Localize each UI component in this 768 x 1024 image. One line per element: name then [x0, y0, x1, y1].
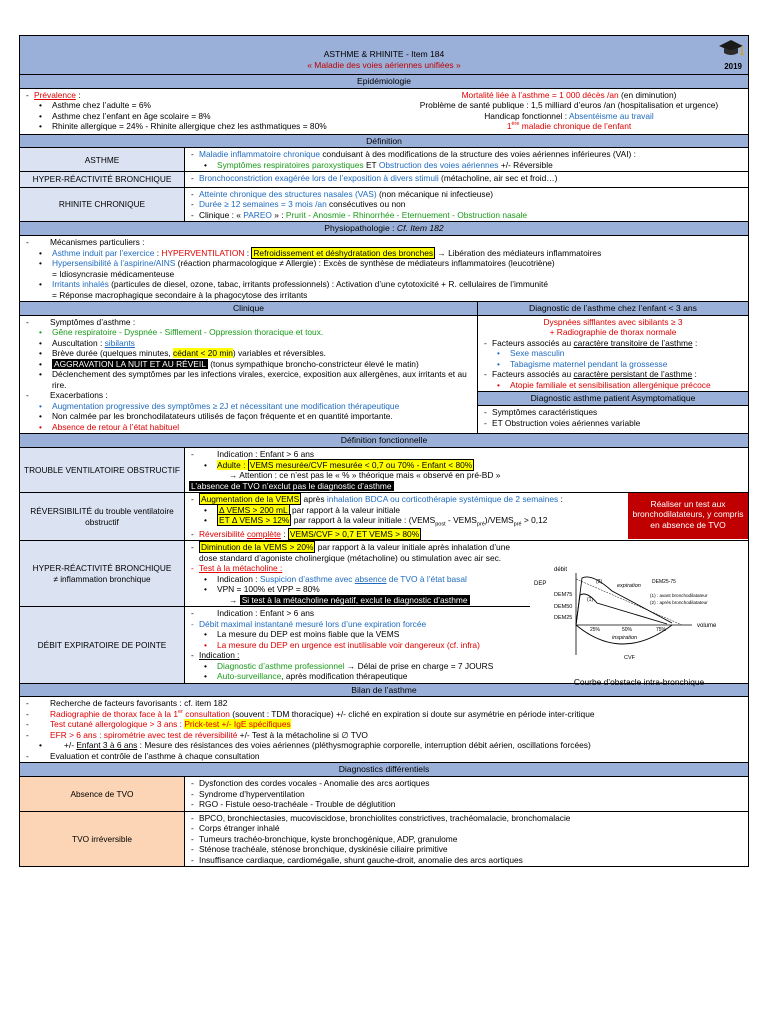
- fig-dem2575: DEM25-75: [652, 579, 676, 586]
- clinique-block: [20, 302, 748, 434]
- bilan-3a: Test cutané allergologique > 3 ans :: [50, 719, 185, 730]
- phys-e2a: Hypersensibilité à l’aspirine/AINS: [52, 258, 176, 269]
- physio-title: Physiopathologie :: [324, 223, 397, 234]
- rev-3s1: post: [435, 521, 446, 528]
- hrb2-1b: par rapport à la valeur initiale après inhalation d’une dose standard d’agoniste cholinergique (métacholine) ou stimulation avec air sec.: [199, 542, 511, 563]
- def-rhinite-row: [20, 188, 748, 223]
- symp-3b: cédant < 20 min: [173, 348, 233, 359]
- section-bilan: Bilan de l’asthme: [20, 684, 748, 698]
- asthme-def-1b: conduisant à des modifications de la structure des voies aériennes inférieures (VAI) :: [320, 149, 636, 160]
- curve-figure: [530, 541, 748, 688]
- diff-irr-label: TVO irréversible: [20, 812, 185, 867]
- fig-dep: DEP: [534, 581, 547, 588]
- diff-abs-row: [20, 777, 748, 812]
- enfant-r2: + Radiographie de thorax normale: [549, 327, 677, 338]
- fig-p75: 75%: [656, 627, 667, 634]
- rev-3d: )/VEMS: [484, 515, 514, 526]
- physio-ref: Cf. Item 182: [396, 223, 444, 234]
- symp-4b: (tonus sympathique broncho-constricteur élevé le matin): [207, 358, 419, 369]
- bilan-2a: Radiographie de thorax face à la 1: [50, 708, 179, 719]
- exacerbation-title: - Exacerbations :: [24, 390, 473, 401]
- dep-1: - Indication : Enfant > 6 ans: [189, 608, 526, 619]
- bilan-4b: +/- Test à la métacholine si ∅ TVO: [237, 729, 368, 740]
- def-asthme-row: [20, 148, 748, 172]
- fig-dem50: DEM50: [554, 604, 573, 611]
- rc-3c: » :: [271, 209, 286, 220]
- first-num: 1: [506, 121, 512, 132]
- public-health-cost: Problème de santé publique : 1,5 milliard d’euros /an (hospitalisation et urgence): [419, 100, 719, 111]
- clinique-col: [20, 302, 478, 433]
- enfant-f1a: Facteurs associés au: [492, 337, 574, 348]
- bilan-3b: Prick-test +/- IgE spécifiques: [184, 719, 291, 730]
- section-enfant: Diagnostic de l’asthme chez l’enfant < 3 ans: [478, 302, 748, 316]
- enfant-col: [478, 302, 748, 433]
- epi-item: • Asthme chez l’adulte = 6%: [24, 100, 390, 111]
- symp-5: • Déclenchement des symptômes par les infections virales, exercice, exposition aux allergènes, aux irritants et au rire.: [24, 369, 473, 390]
- enfant-f2a: Facteurs associés au: [492, 369, 574, 380]
- enfant-f1-item: • Sexe masculin: [482, 348, 744, 359]
- enfant-r1: Dyspnées sifflantes avec sibilants ≥ 3: [543, 316, 683, 327]
- dep-7a: Auto-surveillance: [217, 671, 282, 682]
- fig-leg1: (1) : avant bronchodilatateur: [650, 593, 708, 599]
- def-hrb-row: [20, 172, 748, 187]
- fig-dem75: DEM75: [554, 592, 573, 599]
- bilan-2b: consultation: [182, 708, 230, 719]
- phys-e1c: HYPERVENTILATION: [161, 247, 245, 258]
- hrb2-3d: de TVO à l’état basal: [386, 573, 467, 584]
- dep-6a: Diagnostic d’asthme professionnel: [217, 660, 345, 671]
- phys-e3c: = Réponse macrophagique secondaire à la phagocytose des irritants: [52, 289, 308, 300]
- hrb2-5: Si test à la métacholine négatif, exclut le diagnostic d’asthme: [241, 594, 468, 605]
- hrb-label: HYPER-RÉACTIVITÉ BRONCHIQUE: [20, 172, 185, 186]
- asthme-label: ASTHME: [20, 148, 185, 171]
- hrb2-label-1: HYPER-RÉACTIVITÉ BRONCHIQUE: [32, 563, 172, 574]
- bilan-5a: Enfant 3 à 6 ans: [76, 740, 138, 751]
- asthme-content: [185, 148, 748, 171]
- rev-3c: - VEMS: [445, 515, 477, 526]
- bilan-2s: er: [178, 709, 183, 716]
- asthme-def-2c: Obstruction des voies aériennes: [378, 159, 499, 170]
- first-text: maladie chronique de l’enfant: [519, 121, 632, 132]
- hrb2-label-2: ≠ inflammation bronchique: [53, 573, 151, 584]
- fig-p25: 25%: [590, 627, 601, 634]
- section-physiopathologie: [20, 222, 748, 236]
- diff-irr-row: [20, 812, 748, 867]
- tvo-1: - Indication : Enfant > 6 ans: [189, 449, 744, 460]
- hrb2-row: HYPER-RÉACTIVITÉ BRONCHIQUE ≠ inflammation bronchique - Diminution de la VEMS > 20% par rapport à la valeur initiale après inhalation d’une dose standard d’agoniste cholinergique (métacholine) ou stimulation avec air sec. - Test à la métacholine : • Indication : Suspicion d’asthme avec absence de TVO à l’état basal • VPN = 100% et VPP = 80% → Si test à la métacholine négatif, exclut le diagnostic d’asthme: [20, 541, 530, 607]
- hrb2-label: [20, 541, 185, 606]
- section-fonctionnelle: Définition fonctionnelle: [20, 434, 748, 448]
- symp-2b: sibilants: [104, 337, 135, 348]
- dep-5: - Indication :: [189, 650, 526, 661]
- physio-row: [20, 236, 748, 302]
- rev-4a: Réversibilité: [199, 528, 247, 539]
- epi-item: • Rhinite allergique = 24% - Rhinite allergique chez les asthmatiques = 80%: [24, 121, 390, 132]
- hrb2-3b: Suspicion d’asthme avec: [259, 573, 355, 584]
- page-title: ASTHME & RHINITE - Item 184: [323, 49, 445, 59]
- rev-4c: :: [280, 528, 288, 539]
- rc-2a: Durée ≥ 12 semaines = 3 mois /an: [199, 199, 327, 210]
- bilan-1: - Recherche de facteurs favorisants : cf. item 182: [24, 698, 744, 709]
- bilan-5b: : Mesure des résistances des voies aériennes (pléthysmographie corporelle, interruption débit aérien, oscillations forcées): [137, 740, 591, 751]
- enfant-f1b: caractère transitoire de l’asthme: [573, 337, 693, 348]
- rev-3s3: pré: [513, 521, 522, 528]
- rev-2b: par rapport à la valeur initiale: [289, 504, 401, 515]
- rev-3s2: pré: [476, 521, 485, 528]
- fig-c2: (2): [596, 579, 603, 586]
- hrb2-2: - Test à la métacholine :: [189, 563, 526, 574]
- phys-e1a: Asthme induit par l’exercice: [52, 247, 155, 258]
- dep-row: [20, 607, 530, 683]
- rev-label: RÉVERSIBILITÉ du trouble ventilatoire obstructif: [20, 493, 185, 540]
- epi-item: • Asthme chez l’enfant en âge scolaire = 8%: [24, 111, 390, 122]
- prevalence-label: Prévalence: [34, 89, 76, 100]
- diff-irr-item: - Insuffisance cardiaque, cardiomégalie, shunt gauche-droit, anomalie des arcs aortiques: [189, 855, 744, 866]
- tvo-4: L’absence de TVO n’exclut pas le diagnostic d’asthme: [191, 480, 392, 491]
- hrb-def-a: Bronchoconstriction exagérée lors de l’exposition à divers stimuli: [199, 173, 439, 184]
- rhinite-label: RHINITE CHRONIQUE: [20, 188, 185, 222]
- dep-label: DÉBIT EXPIRATOIRE DE POINTE: [20, 607, 185, 683]
- asthme-def-1a: Maladie inflammatoire chronique: [199, 149, 321, 160]
- phys-e3b: (particules de diesel, ozone, tabac, irritants professionnels) : Activation d’une cytotoxicité + R. cellulaires de l’immunité: [108, 279, 548, 290]
- fig-dem25: DEM25: [554, 615, 573, 622]
- hrb2-3c: absence: [354, 573, 387, 584]
- enfant-f1c: :: [692, 337, 698, 348]
- hrb2-3a: Indication :: [217, 573, 260, 584]
- rev-redbox: Réaliser un test aux bronchodilatateurs, y compris en absence de TVO: [628, 493, 748, 540]
- rev-1d: :: [558, 494, 563, 505]
- bilan-6: - Evaluation et contrôle de l’asthme à chaque consultation: [24, 751, 744, 762]
- rc-3b: PAREO: [243, 209, 272, 220]
- year-label: 2019: [724, 62, 742, 71]
- rev-2a: Δ VEMS > 200 mL: [219, 504, 288, 515]
- mortality: Mortalité liée à l’asthme = 1 000 décès /an: [461, 89, 619, 100]
- rev-3e: > 0,12: [521, 515, 548, 526]
- phys-e1b: :: [154, 247, 162, 258]
- dep-7b: , après modification thérapeutique: [281, 671, 408, 682]
- fig-expiration: expiration: [617, 583, 641, 590]
- rev-1b: après: [301, 494, 327, 505]
- hrb-dep-left: [20, 541, 530, 683]
- section-asymptomatique: Diagnostic asthme patient Asymptomatique: [478, 392, 748, 406]
- fig-leg2: (2) : après bronchodilatateur: [650, 600, 708, 606]
- page-subtitle: « Maladie des voies aériennes unifiées »: [307, 59, 461, 70]
- diff-abs-item: - RGO - Fistule oeso-trachéale - Trouble de déglutition: [189, 799, 744, 810]
- enfant-f2b: caractère persistant de l’asthme: [573, 369, 693, 380]
- rev-4b: complète: [246, 528, 281, 539]
- bilan-row: - Recherche de facteurs favorisants : cf. item 182 - Radiographie de thorax face à la 1er consultation (souvent : TDM thoracique) +/- cliché en expiration si doute sur asymétrie en période inter-critique - Test cutané allergologique > 3 ans : Prick-test +/- IgE spécifiques - EFR > 6 ans : spirométrie avec test de réversibilité +/- Test à la métacholine si ∅ TVO • +/- Enfant 3 à 6 ans : Mesure des résistances des voies aériennes (pléthysmographie corporelle, interruption débit aérien, oscillations forcées) - Evaluation et contrôle de l’asthme à chaque consultation: [20, 697, 748, 763]
- first-sup: ère: [511, 121, 520, 128]
- asthme-def-2b: ET: [363, 159, 379, 170]
- epi-row: [20, 89, 748, 135]
- symp-1: • Gêne respiratoire - Dyspnée - Sifflement - Oppression thoracique et toux.: [24, 327, 473, 338]
- tvo-3: Attention : ce n’est pas le « % » théorique mais « observé en pré-BD »: [239, 470, 501, 481]
- exa-1: • Augmentation progressive des symptômes ≥ 2J et nécessitant une modification thérapeutique: [24, 401, 473, 412]
- rev-3a: ET Δ VEMS > 12%: [219, 515, 290, 526]
- diff-abs-item: - Syndrome d’hyperventilation: [189, 789, 744, 800]
- hrb-def-b: (métacholine, air sec et froid…): [438, 173, 558, 184]
- symp-title: - Symptômes d’asthme :: [24, 317, 473, 328]
- symp-2a: Auscultation :: [52, 337, 105, 348]
- rev-4d: VEMS/CVF > 0,7 ET VEMS > 80%: [289, 528, 420, 539]
- rev-3b: par rapport à la valeur initiale : (VEMS: [291, 515, 436, 526]
- symp-3a: Brève durée (quelques minutes,: [52, 348, 174, 359]
- section-clinique: Clinique: [20, 302, 477, 316]
- rc-3a: Clinique : «: [199, 209, 244, 220]
- prevalence-colon: :: [75, 89, 81, 100]
- phys-e1f: → Libération des médiateurs inflammatoires: [435, 247, 602, 258]
- phys-e1d: :: [244, 247, 252, 258]
- header: [20, 36, 748, 75]
- fig-ylabel: débit: [554, 567, 568, 574]
- section-epidemiologie: Epidémiologie: [20, 75, 748, 89]
- asympt-2: - ET Obstruction voies aériennes variable: [482, 418, 744, 429]
- dep-4: • La mesure du DEP en urgence est inutilisable voir dangereux (cf. infra): [189, 640, 526, 651]
- mortality-note: (en diminution): [618, 89, 677, 100]
- epi-right: [390, 90, 748, 132]
- enfant-f2-item: • Atopie familiale et sensibilisation allergénique précoce: [482, 380, 744, 391]
- phys-e3a: Irritants inhalés: [52, 279, 109, 290]
- tvo-2a: Adulte :: [217, 459, 248, 470]
- phys-e2c: = Idiosyncrasie médicamenteuse: [52, 268, 175, 279]
- enfant-f1-item: • Tabagisme maternel pendant la grossesse: [482, 359, 744, 370]
- section-definition: Définition: [20, 135, 748, 149]
- fig-c1: (1): [587, 597, 594, 604]
- hrb-dep-block: [20, 541, 748, 688]
- symp-3c: ) variables et réversibles.: [232, 348, 326, 359]
- diff-irr-item: - BPCO, bronchiectasies, mucoviscidose, bronchiolites constrictives, trachéomalacie, bronchomalacie: [189, 813, 744, 824]
- diff-irr-item: - Sténose trachéale, sténose bronchique, dyskinésie ciliaire primitive: [189, 844, 744, 855]
- phys-e2b: (réaction pharmacologique ≠ Allergie) : Excès de synthèse de médiateurs inflammatoires (leucotriène): [175, 258, 555, 269]
- graduation-cap-icon: [718, 38, 744, 60]
- asthme-def-2d: +/- Réversible: [498, 159, 553, 170]
- flow-volume-curve: [532, 563, 750, 675]
- epi-left: [20, 90, 390, 132]
- enfant-f2c: :: [692, 369, 697, 380]
- dep-6b: → Délai de prise en charge = 7 JOURS: [344, 660, 494, 671]
- asympt-1: - Symptômes caractéristiques: [482, 407, 744, 418]
- bilan-4a: EFR > 6 ans : spirométrie avec test de réversibilité: [50, 729, 238, 740]
- bilan-2c: (souvent : TDM thoracique) +/- cliché en expiration si doute sur asymétrie en période inter-critique: [229, 708, 595, 719]
- rc-1b: (non mécanique ni infectieuse): [376, 188, 494, 199]
- handicap-label: Handicap fonctionnel :: [484, 110, 569, 121]
- tvo-2b: VEMS mesurée/CVF mesurée < 0,7 ou 70% - Enfant < 80%: [249, 459, 473, 470]
- phys-e1e: Refroidissement et déshydratation des bronches: [253, 247, 434, 258]
- rev-1c: inhalation BDCA ou corticothérapie systémique de 2 semaines: [326, 494, 559, 505]
- rev-1a: Augmentation de la VEMS: [201, 494, 300, 505]
- rc-1a: Atteinte chronique des structures nasales (VAS): [199, 188, 377, 199]
- rc-3d: Prurit - Anosmie - Rhinorrhée - Eternuement - Obstruction nasale: [285, 209, 528, 220]
- hrb2-4: • VPN = 100% et VPP = 80%: [189, 584, 526, 595]
- diff-abs-label: Absence de TVO: [20, 777, 185, 811]
- tvo-label: TROUBLE VENTILATOIRE OBSTRUCTIF: [20, 448, 185, 492]
- fig-p50: 50%: [622, 627, 633, 634]
- fig-volume: volume: [697, 623, 717, 630]
- handicap-value: Absentéisme au travail: [569, 110, 654, 121]
- exa-3: • Absence de retour à l’état habituel: [24, 422, 473, 433]
- rev-row: [20, 493, 748, 541]
- dep-3: • La mesure du DEP est moins fiable que la VEMS: [189, 629, 526, 640]
- dep-2: - Débit maximal instantané mesuré lors d’une expiration forcée: [189, 619, 526, 630]
- section-differentiels: Diagnostics différentiels: [20, 763, 748, 777]
- diff-irr-item: - Corps étranger inhalé: [189, 823, 744, 834]
- meca-title: - Mécanismes particuliers :: [24, 237, 744, 248]
- exa-2: • Non calmée par les bronchodilatateurs utilisés de façon fréquente et en quantité importante.: [24, 411, 473, 422]
- diff-irr-item: - Tumeurs trachéo-bronchique, kyste bronchogénique, ADP, granulome: [189, 834, 744, 845]
- tvo-row: TROUBLE VENTILATOIRE OBSTRUCTIF - Indication : Enfant > 6 ans • Adulte : VEMS mesurée/CVF mesurée < 0,7 ou 70% - Enfant < 80% → Attention : ce n’est pas le « % » théorique mais « observé en pré-BD » L’absence de TVO n’exclut pas le diagnostic d’asthme: [20, 448, 748, 493]
- fiche-sheet: [19, 35, 749, 867]
- symp-4a: AGGRAVATION LA NUIT ET AU RÉVEIL: [54, 358, 206, 369]
- fig-caption: Courbe d’obstacle intra-bronchique: [573, 677, 705, 688]
- fig-cvf: CVF: [624, 655, 635, 662]
- asthme-def-2a: Symptômes respiratoires paroxystiques: [217, 159, 364, 170]
- diff-abs-item: - Dysfonction des cordes vocales - Anomalie des arcs aortiques: [189, 778, 744, 789]
- rc-2b: consécutives ou non: [326, 199, 406, 210]
- hrb2-1a: Diminution de la VEMS > 20%: [201, 542, 314, 553]
- fig-inspiration: inspiration: [612, 635, 638, 642]
